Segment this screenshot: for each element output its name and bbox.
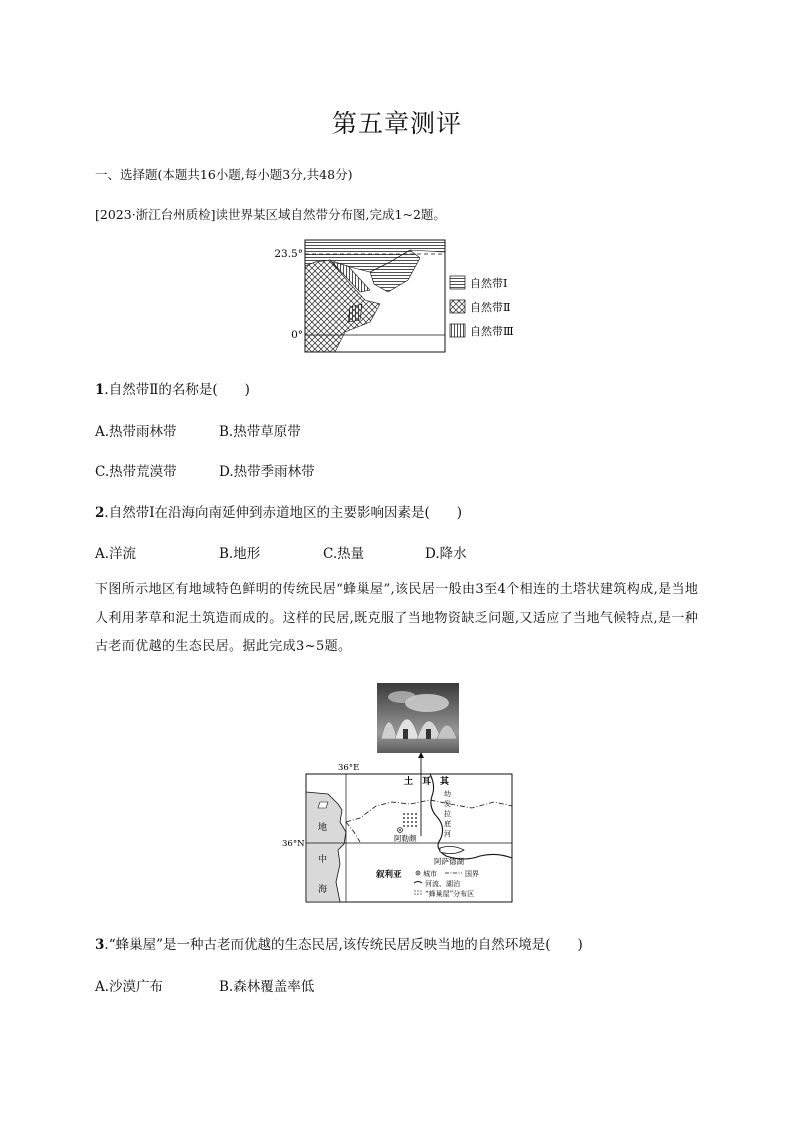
q1-option-b[interactable]: B.热带草原带 [219, 424, 301, 440]
legend-swatch-3 [450, 324, 465, 337]
euphrates-char-3: 拉 [444, 810, 451, 818]
lat-36n-label: 36°N [282, 839, 305, 849]
legend-border: 国界 [465, 870, 479, 878]
lat-0-label: 0° [291, 329, 303, 341]
sea-label-1: 地 [318, 823, 328, 833]
syria-label: 叙利亚 [376, 870, 402, 880]
natural-zone-map [270, 232, 530, 357]
q1-option-d[interactable]: D.热带季雨林带 [219, 464, 315, 480]
q2-option-d[interactable]: D.降水 [425, 546, 467, 562]
question-number: 1 [95, 382, 105, 398]
q2-option-c[interactable]: C.热量 [323, 546, 365, 562]
q3-option-a[interactable]: A.沙漠广布 [95, 979, 164, 995]
question-number: 3 [95, 937, 105, 953]
euphrates-char-2: 发 [444, 800, 451, 808]
q2-option-a[interactable]: A.洋流 [95, 546, 137, 562]
syria-region-map [280, 752, 520, 904]
turkey-label: 土 耳 其 [404, 777, 450, 787]
question-stem: .自然带Ⅱ的名称是( ) [104, 382, 250, 398]
legend-river-lake: 河流、湖泊 [425, 880, 460, 888]
question-2 [95, 501, 462, 521]
q1-option-c[interactable]: C.热带荒漠带 [95, 464, 177, 480]
legend-city: 城市 [423, 870, 437, 878]
legend-swatch-1 [450, 276, 465, 289]
intro-q1-2: [2023·浙江台州质检]读世界某区域自然带分布图,完成1~2题。 [95, 207, 446, 222]
question-stem: .“蜂巢屋”是一种古老而优越的生态民居,该传统民居反映当地的自然环境是( ) [104, 937, 583, 953]
legend-zone-3: 自然带Ⅲ [470, 325, 514, 338]
question-stem: .自然带Ⅰ在沿海向南延伸到赤道地区的主要影响因素是( ) [104, 505, 463, 521]
lat-23-label: 23.5° [274, 248, 303, 260]
euphrates-char-5: 河 [444, 830, 451, 838]
legend-beehive-area: “蜂巢屋”分布区 [425, 890, 475, 898]
intro-q3-5: 下图所示地区有地域特色鲜明的传统民居“蜂巢屋”,该民居一般由3至4个相连的土塔状建筑构成,是当地人利用茅草和泥土筑造而成的。这样的民居,既克服了当地物资缺乏问题,又适应了当地气候特点,是一种古老而优越的生态民居。据此完成3~5题。 [95, 582, 699, 654]
beehive-house-photo [377, 683, 459, 753]
q1-option-a[interactable]: A.热带雨林带 [95, 424, 177, 440]
question-1 [95, 378, 250, 398]
q2-option-b[interactable]: B.地形 [219, 546, 261, 562]
question-3 [95, 933, 583, 953]
euphrates-char-1: 幼 [444, 790, 451, 798]
q3-option-b[interactable]: B.森林覆盖率低 [219, 979, 315, 995]
legend-zone-2: 自然带Ⅱ [470, 301, 511, 314]
page-title: 第五章测评 [331, 109, 462, 138]
section-heading: 一、选择题(本题共16小题,每小题3分,共48分) [95, 167, 353, 182]
aleppo-label: 阿勒颇 [394, 834, 417, 843]
legend-swatch-2 [450, 300, 465, 313]
legend-zone-1: 自然带Ⅰ [470, 277, 508, 290]
question-number: 2 [95, 505, 105, 521]
sea-label-3: 海 [318, 885, 328, 895]
lon-36e-label: 36°E [338, 763, 360, 773]
lake-assad-label: 阿萨德湖 [434, 857, 464, 866]
euphrates-char-4: 底 [444, 820, 451, 828]
sea-label-2: 中 [318, 855, 328, 865]
